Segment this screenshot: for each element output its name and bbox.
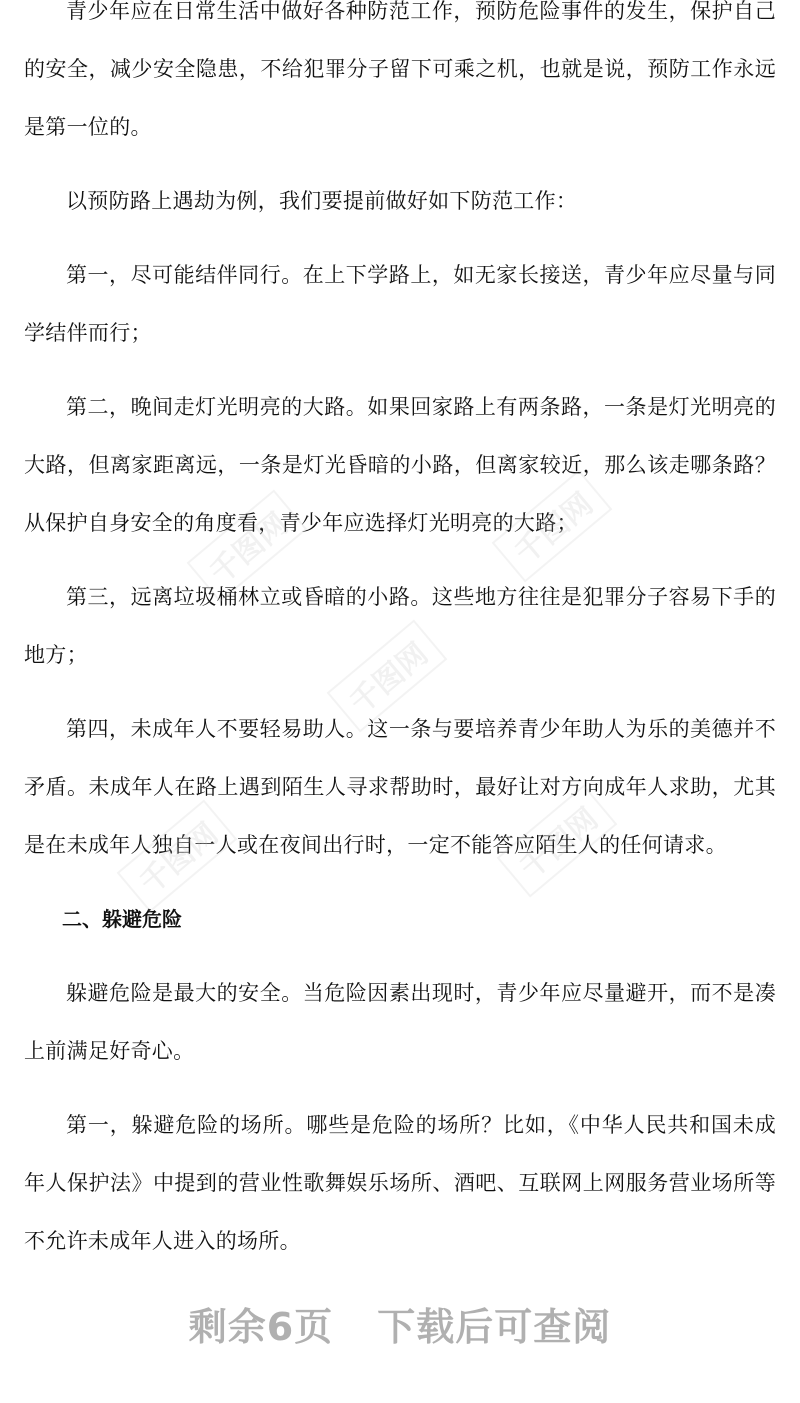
document-body <box>24 0 776 1286</box>
paragraph: 第二，晚间走灯光明亮的大路。如果回家路上有两条路，一条是灯光明亮的大路，但离家距离远，一条是灯光昏暗的小路，但离家较近，那么该走哪条路？从保护自身安全的角度看，青少年应选择灯光明亮的大路； <box>24 395 776 535</box>
watermark: 千图网 <box>327 619 448 732</box>
paragraph: 青少年应在日常生活中做好各种防范工作，预防危险事件的发生，保护自己的安全，减少安全隐患，不给犯罪分子留下可乘之机，也就是说，预防工作永远是第一位的。 <box>24 0 776 139</box>
section-heading: 二、躲避危险 <box>62 907 182 931</box>
paragraph: 以预防路上遇劫为例，我们要提前做好如下防范工作： <box>66 189 578 213</box>
watermark: 千图网 <box>187 489 308 602</box>
download-to-view-label: 下载后可查阅 <box>377 1305 612 1349</box>
paragraph: 躲避危险是最大的安全。当危险因素出现时，青少年应尽量避开，而不是凑上前满足好奇心。 <box>24 981 776 1063</box>
paragraph: 第一，躲避危险的场所。哪些是危险的场所？比如，《中华人民共和国未成年人保护法》中提到的营业性歌舞娱乐场所、酒吧、互联网上网服务营业场所等不允许未成年人进入的场所。 <box>24 1113 776 1253</box>
paragraph: 第四，未成年人不要轻易助人。这一条与要培养青少年助人为乐的美德并不矛盾。未成年人在路上遇到陌生人寻求帮助时，最好让对方向成年人求助，尤其是在未成年人独自一人或在夜间出行时，一定不能答应陌生人的任何请求。 <box>24 717 776 857</box>
watermark: 千图网 <box>492 469 613 582</box>
remaining-pages-label: 剩余6页 <box>188 1305 334 1349</box>
watermark: 千图网 <box>497 784 618 897</box>
paragraph: 第一，尽可能结伴同行。在上下学路上，如无家长接送，青少年应尽量与同学结伴而行； <box>24 263 776 345</box>
download-prompt[interactable] <box>0 1296 800 1351</box>
watermark: 千图网 <box>117 799 238 912</box>
paragraph: 第三，远离垃圾桶林立或昏暗的小路。这些地方往往是犯罪分子容易下手的地方； <box>24 585 776 667</box>
